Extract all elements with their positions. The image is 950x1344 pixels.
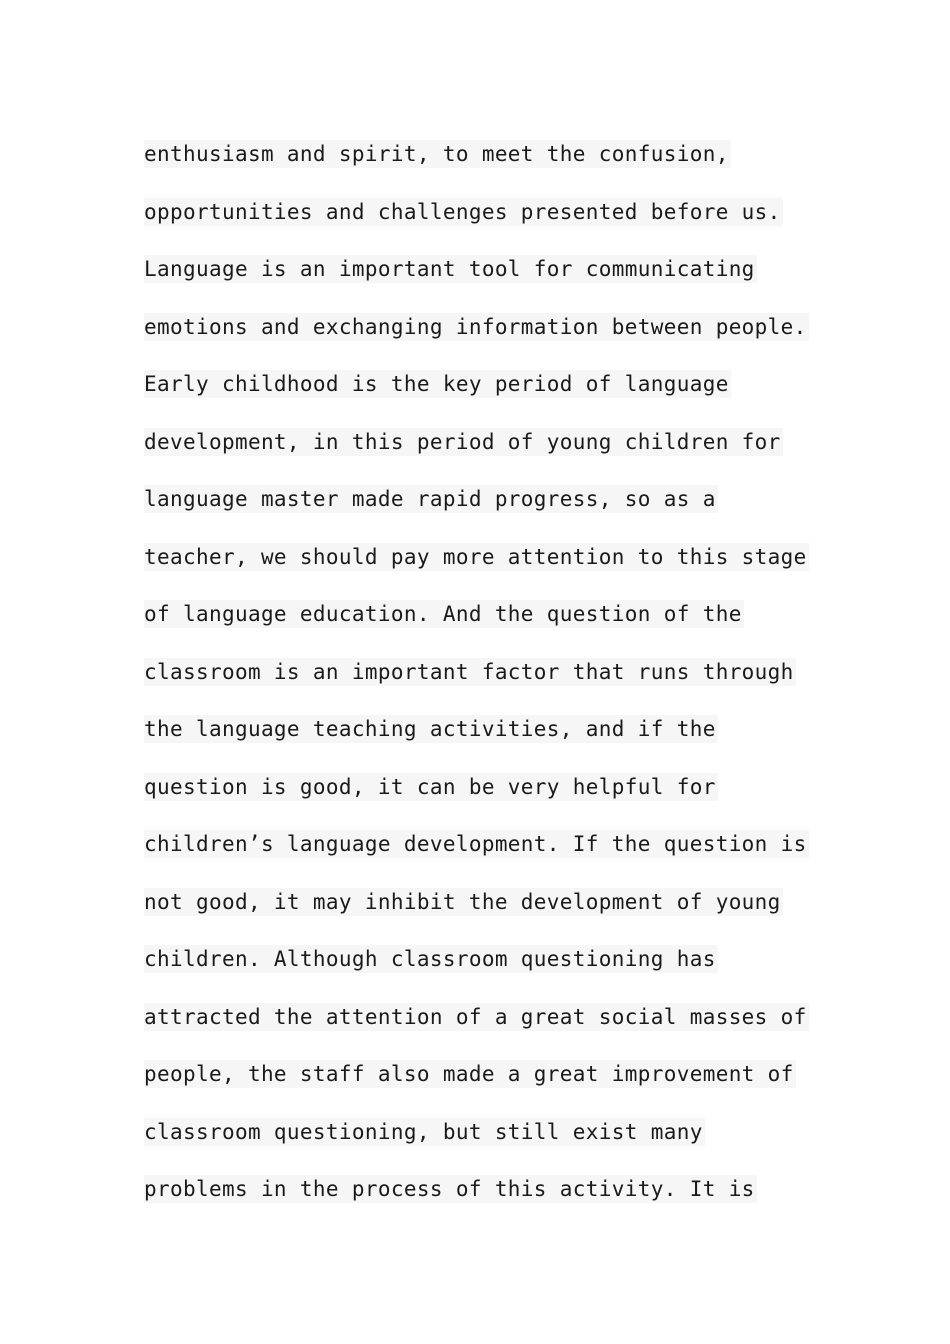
text-line	[144, 1106, 824, 1164]
text-line-content: not good, it may inhibit the development of young	[144, 889, 781, 914]
text-line-content: attracted the attention of a great social masses of	[144, 1004, 807, 1029]
text-line-content: the language teaching activities, and if the	[144, 717, 716, 741]
text-line-content: opportunities and challenges presented before us.	[144, 199, 781, 224]
text-line-content: people, the staff also made a great improvement of	[144, 1062, 794, 1086]
text-line	[144, 646, 824, 704]
text-line	[144, 531, 824, 589]
text-line	[144, 128, 824, 186]
text-line-content: classroom is an important factor that runs through	[144, 659, 794, 684]
text-line-content: classroom questioning, but still exist many	[144, 1119, 703, 1144]
text-line-content: language master made rapid progress, so as a	[144, 487, 716, 511]
text-line	[144, 358, 824, 416]
text-line	[144, 243, 824, 301]
text-line	[144, 933, 824, 991]
body-text	[144, 128, 824, 1221]
text-line-content: emotions and exchanging information between people.	[144, 314, 807, 339]
text-line	[144, 473, 824, 531]
text-line-content: Early childhood is the key period of language	[144, 372, 729, 396]
text-line	[144, 876, 824, 934]
text-line	[144, 186, 824, 244]
text-line-content: problems in the process of this activity. It is	[144, 1177, 755, 1201]
text-line	[144, 703, 824, 761]
text-line-content: teacher, we should pay more attention to this stage	[144, 544, 807, 569]
text-line	[144, 588, 824, 646]
text-line-content: enthusiasm and spirit, to meet the confusion,	[144, 142, 729, 166]
text-line-content: children’s language development. If the question is	[144, 832, 807, 856]
text-line	[144, 991, 824, 1049]
text-line	[144, 761, 824, 819]
text-line	[144, 301, 824, 359]
text-line-content: of language education. And the question of the	[144, 602, 742, 626]
text-line-content: question is good, it can be very helpful for	[144, 774, 716, 799]
text-line	[144, 818, 824, 876]
text-line-content: development, in this period of young children for	[144, 429, 781, 454]
text-line	[144, 1163, 824, 1221]
text-line-content: Language is an important tool for communicating	[144, 257, 755, 281]
text-line-content: children. Although classroom questioning has	[144, 947, 716, 971]
text-line	[144, 1048, 824, 1106]
text-line	[144, 416, 824, 474]
